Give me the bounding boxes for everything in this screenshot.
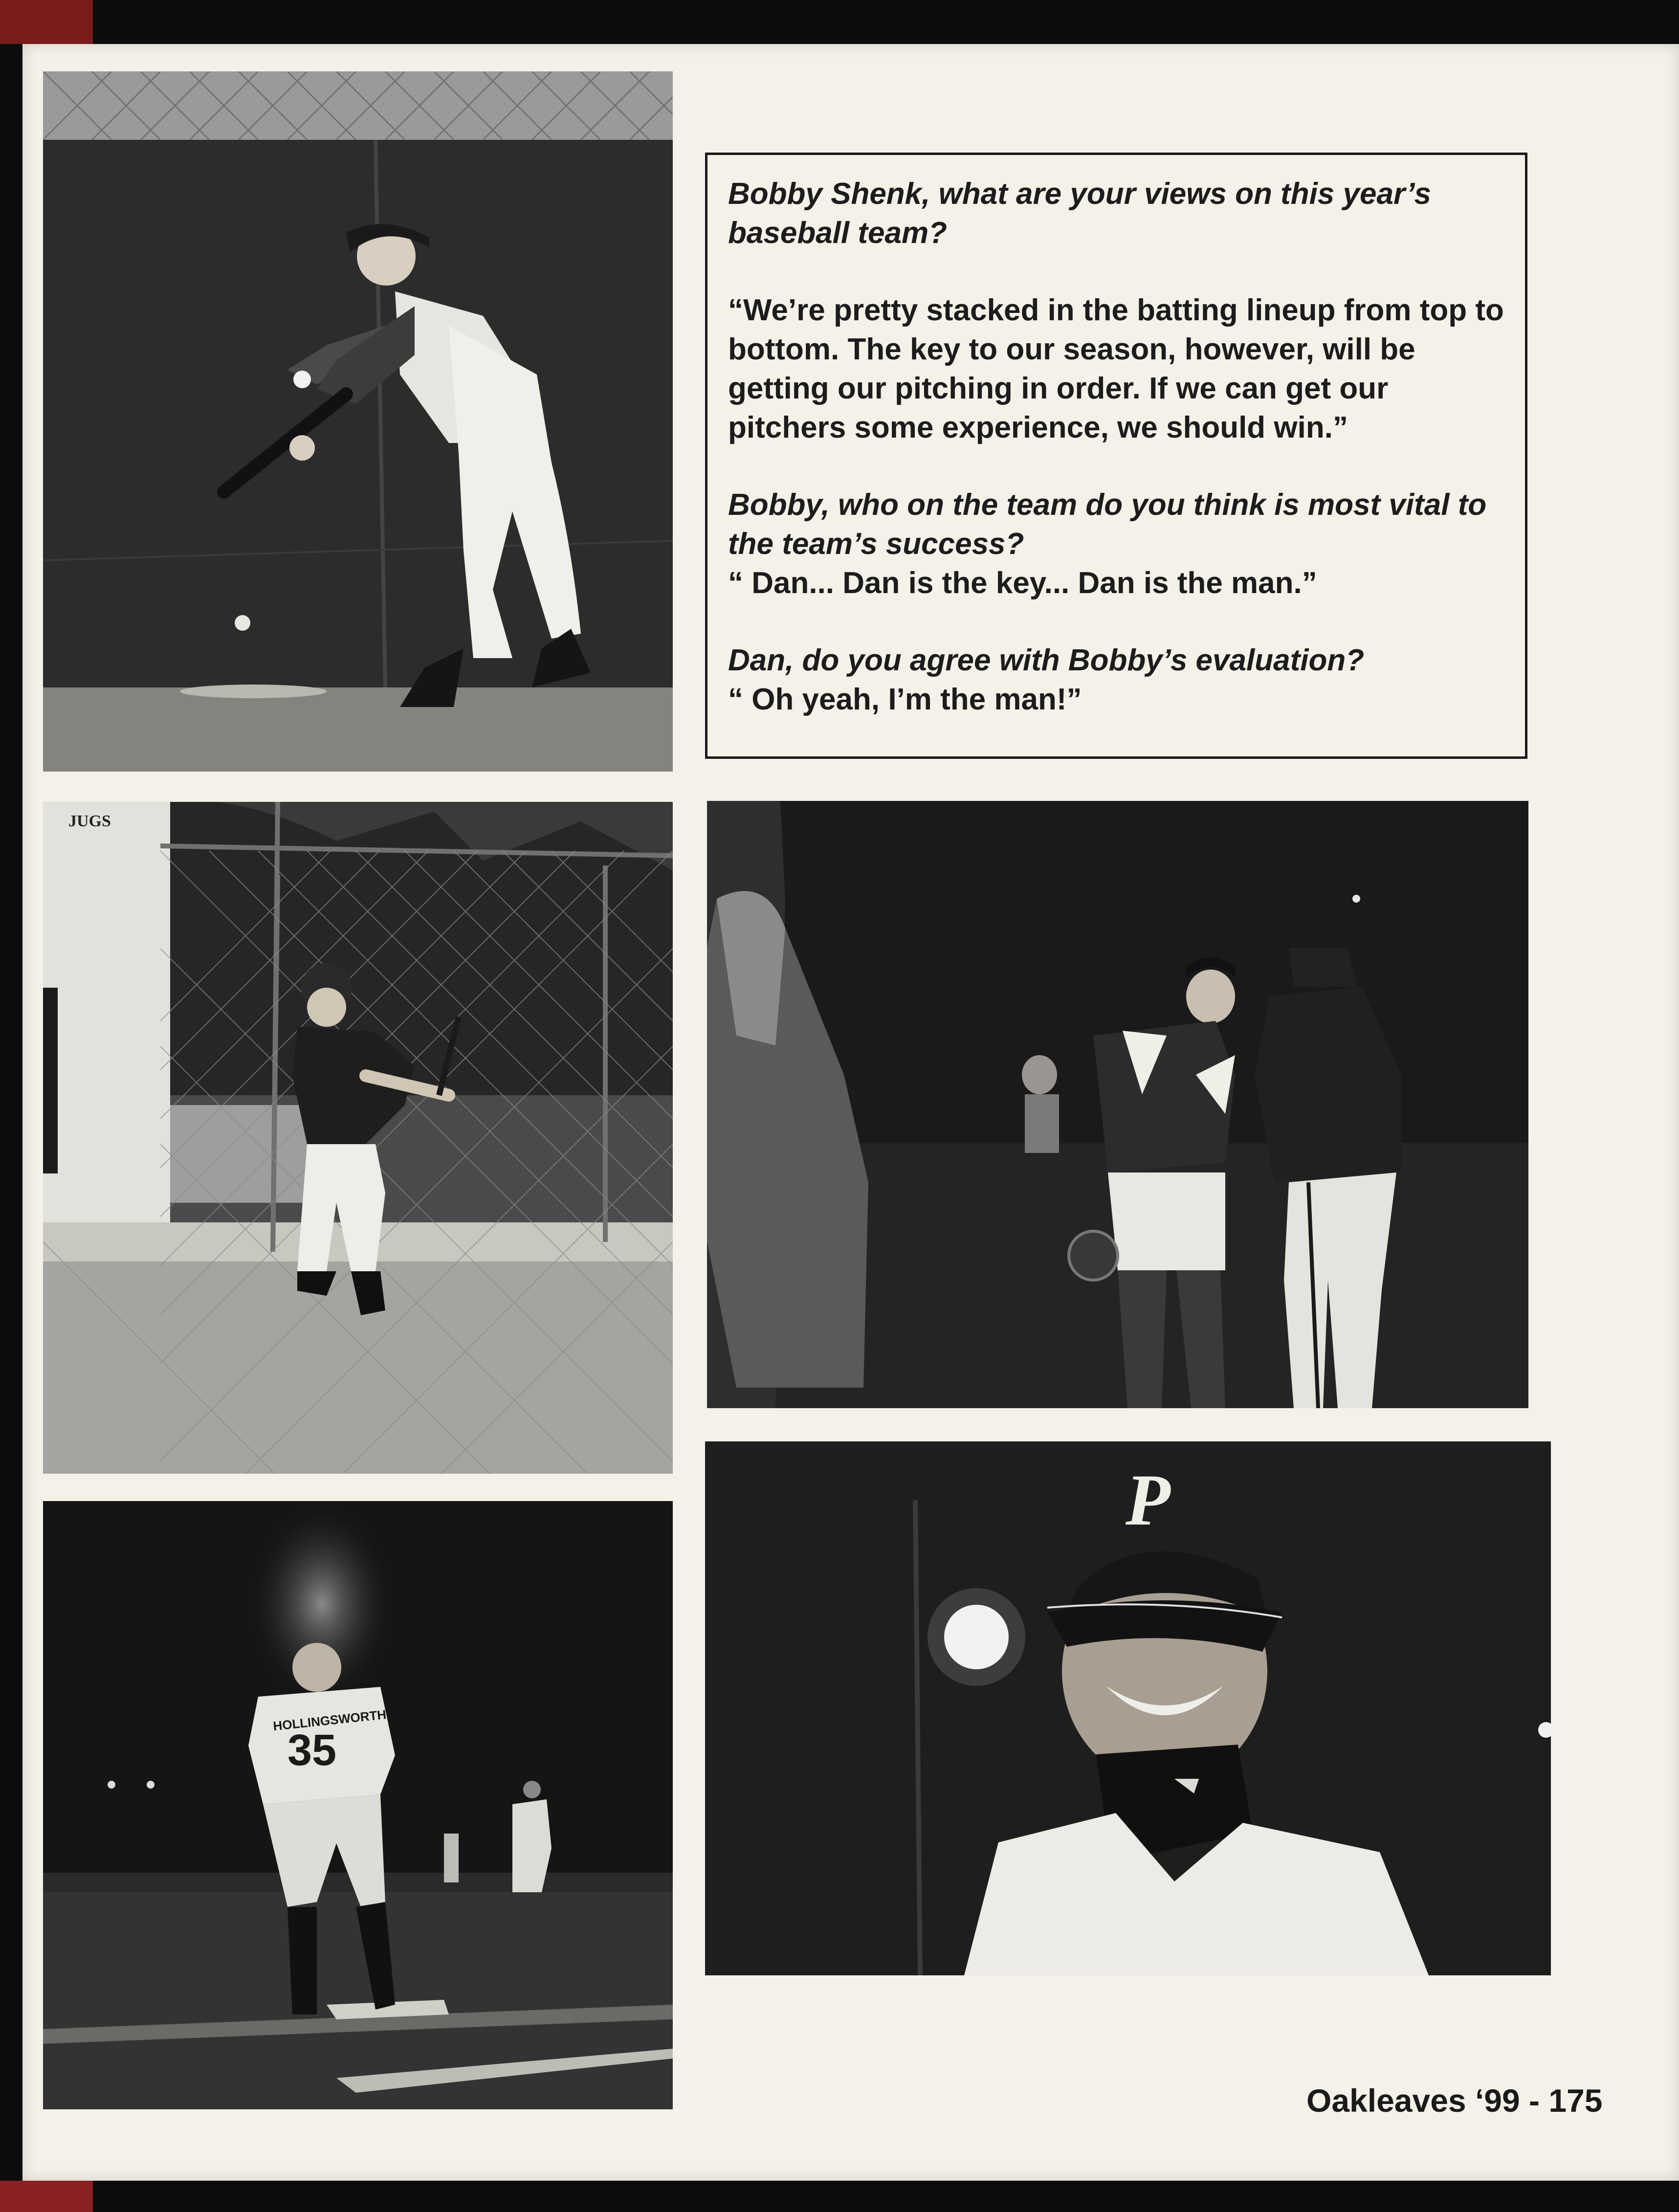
photo-smiling-player [705,1441,1551,1975]
binding-corner-bottom [0,2181,93,2212]
jersey-number: 35 [287,1726,337,1775]
jugs-sign: JUGS [68,812,111,830]
question-1: Bobby Shenk, what are your views on this year’s baseball team? [728,177,1431,250]
binding-corner-top [0,0,93,44]
photo-bunting-batter [43,71,673,772]
photo-catcher-night [707,801,1528,1408]
cap-letter: P [1126,1460,1171,1541]
question-2: Bobby, who on the team do you think is most vital to the team’s success? [728,488,1487,561]
photo-first-base-35 [43,1501,673,2109]
answer-2: “ Dan... Dan is the key... Dan is the man.” [728,566,1317,600]
photo-batting-cage [43,802,673,1474]
question-3: Dan, do you agree with Bobby’s evaluation? [728,643,1365,677]
answer-3: “ Oh yeah, I’m the man!” [728,683,1082,716]
jersey-name: HOLLINGSWORTH [272,1707,387,1734]
answer-1: “We’re pretty stacked in the batting lineup from top to bottom. The key to our season, however, will be getting our pitching in order. If we can get our pitchers some experience, we should win.” [728,293,1504,444]
page-footer: Oakleaves ‘99 - 175 [1306,2082,1603,2119]
interview-quote-box [705,153,1527,759]
